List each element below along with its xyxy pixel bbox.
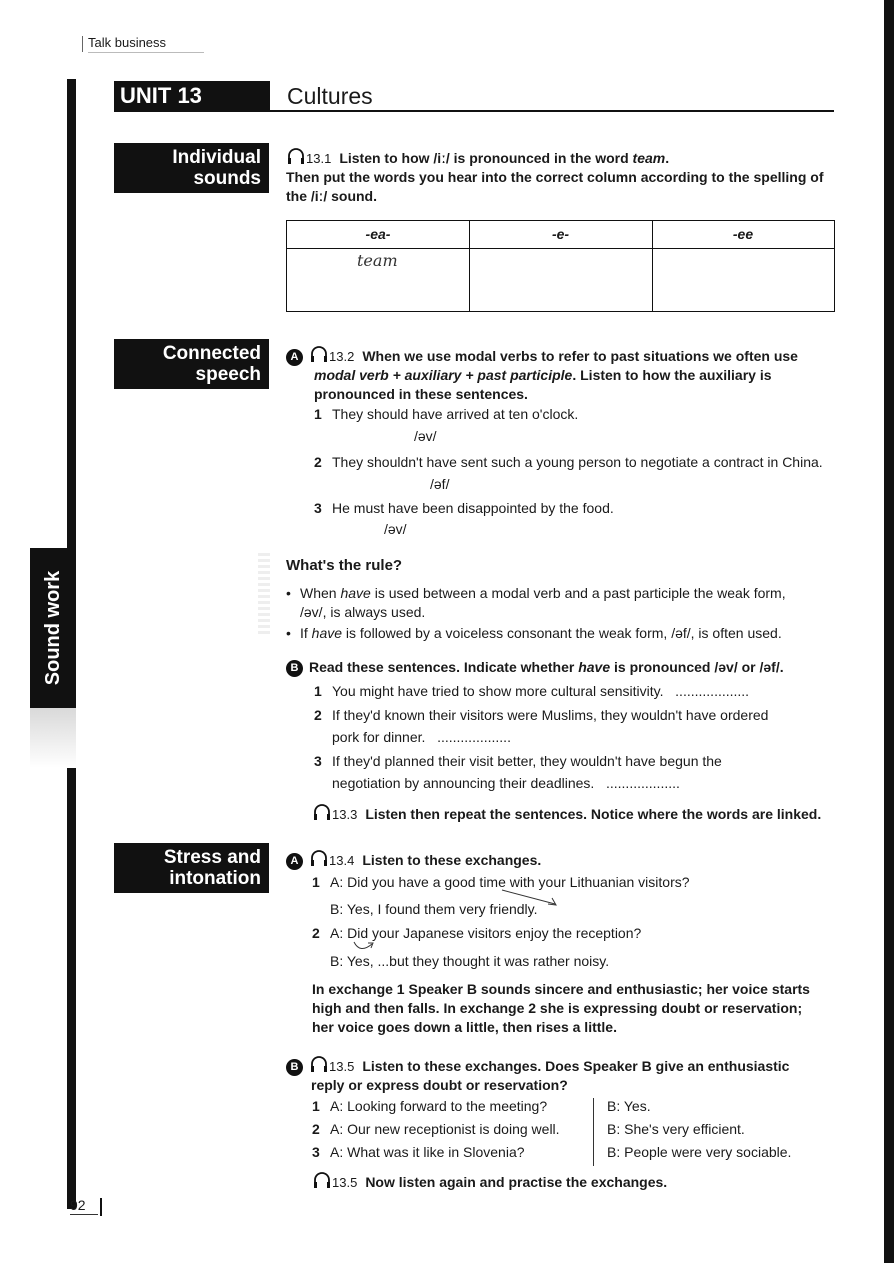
- table-header-e: -e-: [551, 226, 570, 242]
- item-number: 3: [314, 500, 322, 516]
- rule-text: If: [300, 625, 312, 641]
- sentence-text: If they'd planned their visit better, they wouldn't have begun the: [332, 753, 722, 769]
- rule-text: /əv/, is always used.: [300, 604, 426, 620]
- note-text: her voice goes down a little, then rises a little.: [312, 1019, 617, 1035]
- track-number: 13.5: [329, 1059, 355, 1074]
- dialogue-text: A: What was it like in Slovenia?: [330, 1144, 525, 1160]
- exercise-letter-badge: A: [286, 349, 303, 366]
- exercise-letter-badge: B: [286, 1059, 303, 1076]
- bullet-icon: •: [286, 625, 291, 641]
- item-number: 3: [312, 1144, 320, 1160]
- instruction-text: pronounced in these sentences.: [314, 386, 528, 402]
- track-number: 13.4: [329, 853, 355, 868]
- sentence-continuation: [332, 774, 680, 793]
- instruction-text: Listen to these exchanges.: [362, 852, 542, 868]
- sentence-item: [314, 453, 823, 472]
- instruction-text: Now listen again and practise the exchanges.: [365, 1174, 668, 1190]
- item-number: 1: [312, 874, 320, 890]
- sentence-item: [314, 682, 749, 701]
- instruction-text: is pronounced /əv/ or /əf/.: [610, 659, 784, 675]
- track-number: 13.2: [329, 349, 355, 364]
- page-number-rule: [70, 1214, 98, 1215]
- section-tab-individual-sounds: [114, 143, 269, 193]
- listen-repeat-instruction: [312, 802, 821, 824]
- instruction-text: the /iː/ sound.: [286, 188, 377, 204]
- section-tab-line: Connected: [162, 343, 261, 364]
- page-number: 92: [70, 1197, 86, 1213]
- page-edge-bar: [884, 0, 894, 1263]
- exercise-b-instructions: [286, 658, 784, 677]
- sentence-item: [314, 499, 614, 518]
- instruction-text: Listen then repeat the sentences. Notice where the words are linked.: [365, 806, 822, 822]
- intonation-note: [312, 980, 842, 1037]
- practise-instruction: [312, 1170, 667, 1192]
- item-number: 2: [312, 1121, 320, 1137]
- sentence-continuation: [332, 728, 511, 747]
- headphones-icon: [286, 146, 306, 166]
- item-number: 1: [314, 406, 322, 422]
- headphones-icon: [309, 344, 329, 364]
- exercise-13-1-instructions: [286, 146, 846, 206]
- instruction-text: Then put the words you hear into the correct column according to the spelling of: [286, 169, 824, 185]
- header-underline: [88, 52, 204, 53]
- unit-label: UNIT 13: [114, 81, 270, 110]
- sentence-item: [314, 405, 578, 424]
- instruction-text: . Listen to how the auxiliary is: [572, 367, 772, 383]
- sentence-text: They shouldn't have sent such a young person to negotiate a contract in China.: [332, 454, 823, 470]
- column-divider: [593, 1098, 594, 1166]
- exercise-letter-badge: A: [286, 853, 303, 870]
- rule-text: is followed by a voiceless consonant the weak form, /əf/, is often used.: [342, 625, 782, 641]
- exercise-13-5-instructions: [286, 1054, 846, 1095]
- headphones-icon: [312, 802, 332, 822]
- track-number: 13.1: [306, 151, 332, 166]
- sound-work-side-tab: [30, 548, 76, 708]
- instruction-text: reply or express doubt or reservation?: [311, 1077, 568, 1093]
- instruction-text: When we use modal verbs to refer to past situations we often use: [362, 348, 798, 364]
- item-number: 1: [312, 1098, 320, 1114]
- handwritten-answer: team: [357, 251, 398, 270]
- headphones-icon: [309, 848, 329, 868]
- dialogue-text: A: Did you have a good time with your Lithuanian visitors?: [330, 874, 690, 890]
- item-number: 1: [314, 683, 322, 699]
- sentence-text: You might have tried to show more cultural sensitivity.: [332, 683, 664, 699]
- table-header-ea: -ea-: [365, 226, 391, 242]
- answer-blank[interactable]: ...................: [605, 775, 680, 791]
- side-tab-label: Sound work: [42, 570, 64, 686]
- section-tab-stress-intonation: [114, 843, 269, 893]
- exchange-reply: B: People were very sociable.: [607, 1144, 792, 1160]
- exchange-reply: B: She's very efficient.: [607, 1121, 745, 1137]
- phonetic-form: /əv/: [414, 428, 437, 444]
- answer-blank[interactable]: ...................: [437, 729, 511, 745]
- header-divider: [82, 36, 83, 52]
- exercise-13-4-instructions: [286, 848, 541, 870]
- sentence-text: He must have been disappointed by the food.: [332, 500, 614, 516]
- instruction-emphasis: have: [578, 659, 611, 675]
- sentence-item: [314, 752, 722, 771]
- page-number-tick: [100, 1198, 102, 1216]
- exchange-line: B: Yes, ...but they thought it was rather noisy.: [330, 953, 610, 969]
- instruction-emphasis: team: [632, 150, 666, 166]
- rule-text: When: [300, 585, 341, 601]
- exchange-row: [312, 1120, 560, 1139]
- table-header-ee: -ee: [732, 226, 754, 242]
- spelling-table: [286, 220, 835, 312]
- phonetic-form: /əv/: [384, 521, 407, 537]
- phonetic-form: /əf/: [430, 476, 450, 492]
- dialogue-text: A: Our new receptionist is doing well.: [330, 1121, 560, 1137]
- section-tab-line: intonation: [169, 868, 261, 889]
- item-number: 2: [314, 454, 322, 470]
- section-tab-connected-speech: [114, 339, 269, 389]
- section-tab-line: Individual: [172, 147, 261, 168]
- answer-blank[interactable]: ...................: [675, 683, 750, 699]
- section-tab-line: sounds: [193, 168, 261, 189]
- exercise-13-2-instructions: [286, 344, 846, 404]
- instruction-text: Listen to these exchanges. Does Speaker B give an enthusiastic: [362, 1058, 790, 1074]
- sentence-item: [314, 706, 768, 725]
- sentence-text: They should have arrived at ten o'clock.: [332, 406, 579, 422]
- track-number: 13.3: [332, 807, 358, 822]
- exercise-letter-badge: B: [286, 660, 303, 677]
- table-header-rule: [287, 248, 834, 249]
- rule-emphasis: have: [311, 625, 343, 641]
- exchange-row: [312, 1143, 525, 1162]
- sentence-text: negotiation by announcing their deadlines.: [332, 775, 595, 791]
- exchange-reply: B: Yes.: [607, 1098, 651, 1114]
- note-text: high and then falls. In exchange 2 she is expressing doubt or reservation;: [312, 1000, 803, 1016]
- dialogue-text: A: Did your Japanese visitors enjoy the reception?: [330, 925, 642, 941]
- headphones-icon: [312, 1170, 332, 1190]
- item-number: 3: [314, 753, 322, 769]
- unit-title: Cultures: [287, 83, 373, 109]
- instruction-text: Listen to how /iː/ is pronounced in the word: [339, 150, 633, 166]
- sentence-text: If they'd known their visitors were Muslims, they wouldn't have ordered: [332, 707, 769, 723]
- item-number: 2: [314, 707, 322, 723]
- exchange-line: B: Yes, I found them very friendly.: [330, 901, 538, 917]
- rule-emphasis: have: [340, 585, 371, 601]
- note-text: In exchange 1 Speaker B sounds sincere and enthusiastic; her voice starts: [312, 981, 810, 997]
- instruction-text: Read these sentences. Indicate whether: [309, 659, 579, 675]
- dialogue-text: A: Looking forward to the meeting?: [330, 1098, 548, 1114]
- side-tab-fade: [30, 708, 76, 768]
- headphones-icon: [309, 1054, 329, 1074]
- running-head: Talk business: [88, 35, 167, 50]
- rule-text: is used between a modal verb and a past participle the weak form,: [370, 585, 786, 601]
- bullet-icon: •: [286, 585, 291, 601]
- rule-heading: What's the rule?: [286, 557, 403, 574]
- rule-bullet: [286, 584, 846, 643]
- section-tab-line: Stress and: [163, 847, 261, 868]
- track-number: 13.5: [332, 1175, 358, 1190]
- item-number: 2: [312, 925, 320, 941]
- section-tab-line: speech: [195, 364, 261, 385]
- instruction-emphasis: modal verb + auxiliary + past participle: [314, 367, 573, 383]
- sentence-text: pork for dinner.: [332, 729, 426, 745]
- instruction-text: .: [665, 150, 670, 166]
- exchange-row: [312, 1097, 547, 1116]
- rule-margin-pattern: [258, 553, 270, 635]
- unit-title-rule: [114, 110, 834, 112]
